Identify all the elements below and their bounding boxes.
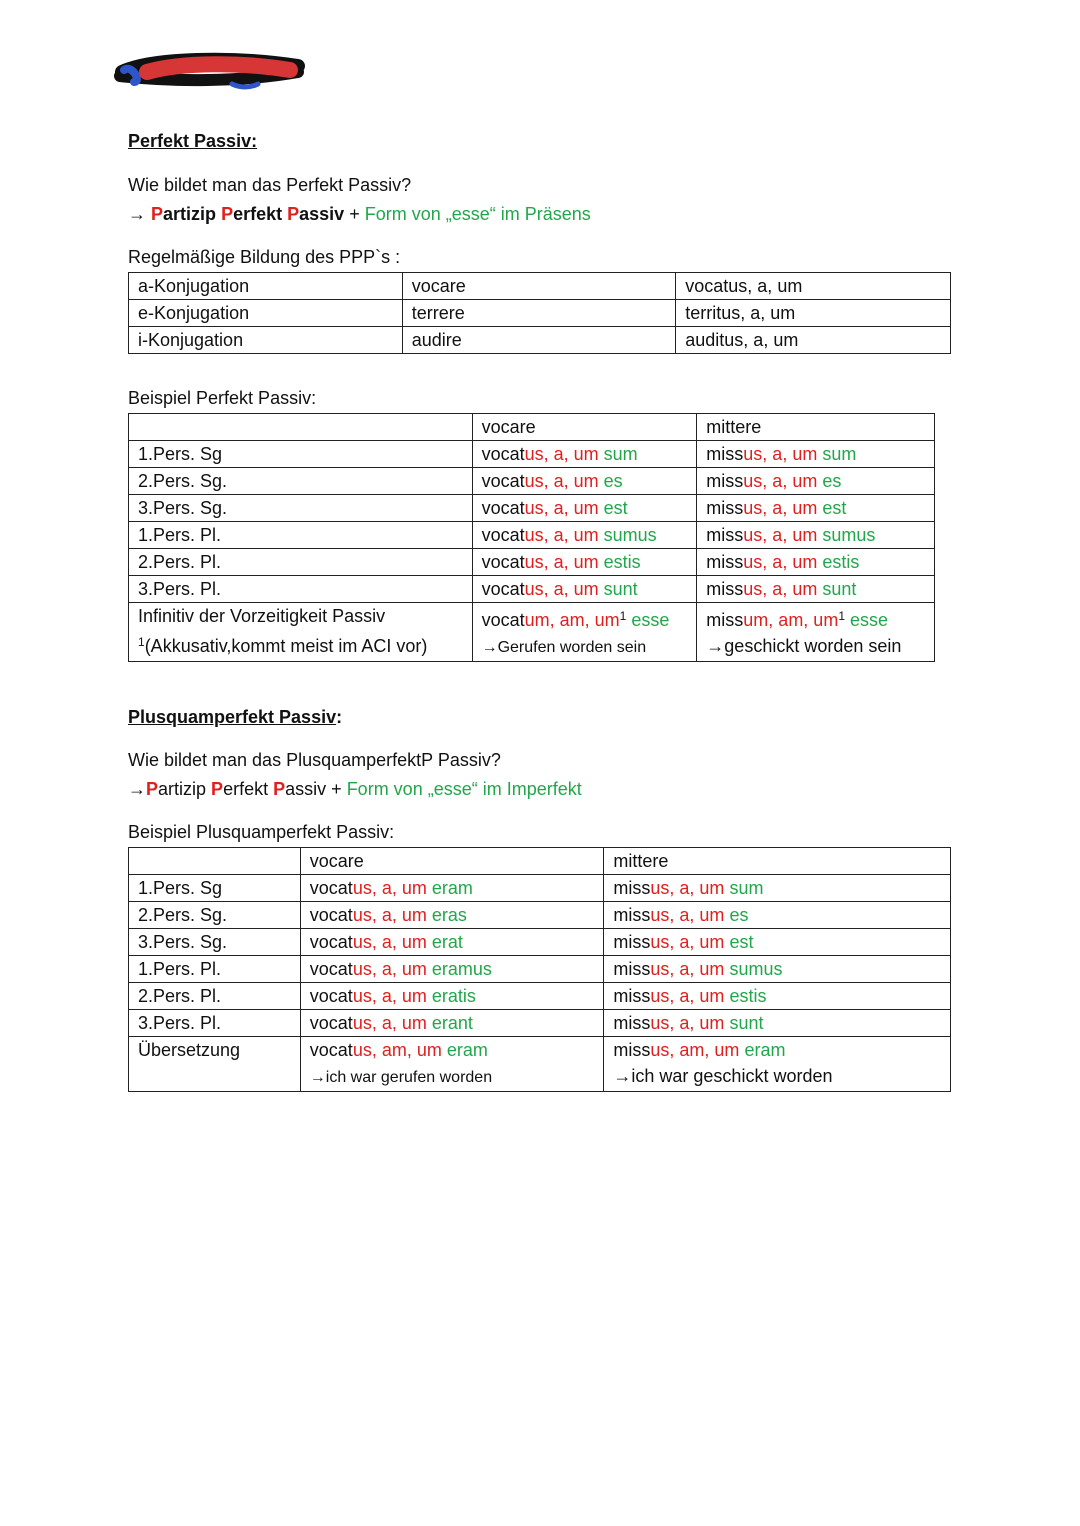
beispiel-perfekt-title: Beispiel Perfekt Passiv:: [128, 388, 317, 408]
person-label: 3.Pers. Sg.: [129, 495, 473, 522]
form-cell: vocatus, a, um sum: [472, 441, 697, 468]
table-row: [129, 875, 951, 902]
person-label: 2.Pers. Sg.: [129, 468, 473, 495]
form-cell: vocatus, a, um sumus: [472, 522, 697, 549]
form-cell: missus, a, um sumus: [697, 522, 935, 549]
infinitiv-form: vocatum, am, $um^1$ esse →Gerufen worden sein: [472, 603, 697, 662]
table-cell: auditus, a, um: [676, 327, 951, 354]
arrow-icon: →: [128, 779, 146, 799]
plusquam-question: Wie bildet man das PlusquamperfektP Passiv?: [128, 750, 501, 770]
person-label: 3.Pers. Sg.: [129, 929, 301, 956]
form-cell: vocatus, a, um estis: [472, 549, 697, 576]
table-row: [129, 300, 951, 327]
table-cell: vocatus, a, um: [676, 273, 951, 300]
form-cell: missus, a, um sunt: [697, 576, 935, 603]
form-cell: missus, a, um sum: [604, 875, 951, 902]
form-cell: missus, a, um sum: [697, 441, 935, 468]
regel-title: Regelmäßige Bildung des PPP`s :: [128, 247, 401, 267]
perfekt-formula: → Partizip Perfekt Passiv + Form von „esse“ im Präsens: [128, 204, 591, 224]
table-row: [129, 549, 935, 576]
perfekt-question: Wie bildet man das Perfekt Passiv?: [128, 175, 412, 195]
arrow-icon: →: [128, 204, 146, 224]
infinitiv-label: Infinitiv der Vorzeitigkeit Passiv $^1$(Akkusativ,kommt meist im ACI vor): [129, 603, 473, 662]
table-cell: a-Konjugation: [129, 273, 403, 300]
form-cell: missus, a, um est: [697, 495, 935, 522]
table-cell: vocare: [402, 273, 676, 300]
table-row: [129, 983, 951, 1010]
translation: →geschickt worden sein: [706, 636, 902, 656]
form-cell: vocatus, a, um est: [472, 495, 697, 522]
table-row: [129, 902, 951, 929]
person-label: 3.Pers. Pl.: [129, 1010, 301, 1037]
form-cell: vocatus, a, um erant: [300, 1010, 604, 1037]
infinitiv-form: missum, am, $um^1$ esse →geschickt worden sein: [697, 603, 935, 662]
infinitiv-row: [129, 603, 935, 662]
beispiel-plusquam-title: Beispiel Plusquamperfekt Passiv:: [128, 822, 395, 842]
table-header-row: vocare mittere: [129, 414, 935, 441]
form-cell: vocatus, a, um sunt: [472, 576, 697, 603]
form-cell: missus, a, um est: [604, 929, 951, 956]
person-label: 1.Pers. Sg: [129, 441, 473, 468]
perfekt-heading: Perfekt Passiv:: [128, 131, 258, 151]
table-row: [129, 1010, 951, 1037]
table-row: [129, 495, 935, 522]
form-cell: vocatus, a, um es: [472, 468, 697, 495]
table-row: [129, 273, 951, 300]
form-cell: missus, a, um estis: [697, 549, 935, 576]
uebersetzung-form: vocatus, am, um eram →ich war gerufen worden: [300, 1037, 604, 1092]
table-row: [129, 929, 951, 956]
form-cell: missus, a, um sumus: [604, 956, 951, 983]
person-label: 2.Pers. Pl.: [129, 549, 473, 576]
form-cell: missus, a, um es: [604, 902, 951, 929]
table-header-row: vocare mittere: [129, 848, 951, 875]
table-cell: territus, a, um: [676, 300, 951, 327]
form-cell: vocatus, a, um erat: [300, 929, 604, 956]
form-cell: vocatus, a, um eras: [300, 902, 604, 929]
redacted-logo: [112, 52, 307, 92]
form-cell: vocatus, a, um eramus: [300, 956, 604, 983]
person-label: 1.Pers. Pl.: [129, 956, 301, 983]
uebersetzung-form: missus, am, um eram →ich war geschickt worden: [604, 1037, 951, 1092]
uebersetzung-label: Übersetzung: [129, 1037, 301, 1092]
table-cell: e-Konjugation: [129, 300, 403, 327]
perfekt-table: [128, 413, 935, 662]
person-label: 1.Pers. Pl.: [129, 522, 473, 549]
person-label: 1.Pers. Sg: [129, 875, 301, 902]
table-row: [129, 327, 951, 354]
form-cell: missus, a, um sunt: [604, 1010, 951, 1037]
plusquam-heading: Plusquamperfekt Passiv:: [128, 707, 343, 727]
table-cell: terrere: [402, 300, 676, 327]
translation: →Gerufen worden sein: [481, 639, 647, 656]
form-cell: vocatus, a, um eratis: [300, 983, 604, 1010]
translation: →ich war geschickt worden: [613, 1066, 833, 1086]
regel-table: [128, 272, 951, 354]
plusquam-formula: →Partizip Perfekt Passiv + Form von „esse“ im Imperfekt: [128, 779, 582, 799]
plusquam-table: [128, 847, 951, 1092]
form-cell: vocatus, a, um eram: [300, 875, 604, 902]
table-row: [129, 441, 935, 468]
person-label: 2.Pers. Pl.: [129, 983, 301, 1010]
translation: →ich war gerufen worden: [309, 1069, 493, 1086]
table-row: [129, 576, 935, 603]
table-row: [129, 522, 935, 549]
uebersetzung-row: [129, 1037, 951, 1092]
table-cell: i-Konjugation: [129, 327, 403, 354]
person-label: 2.Pers. Sg.: [129, 902, 301, 929]
table-cell: audire: [402, 327, 676, 354]
form-cell: missus, a, um estis: [604, 983, 951, 1010]
form-cell: missus, a, um es: [697, 468, 935, 495]
person-label: 3.Pers. Pl.: [129, 576, 473, 603]
table-row: [129, 956, 951, 983]
table-row: [129, 468, 935, 495]
